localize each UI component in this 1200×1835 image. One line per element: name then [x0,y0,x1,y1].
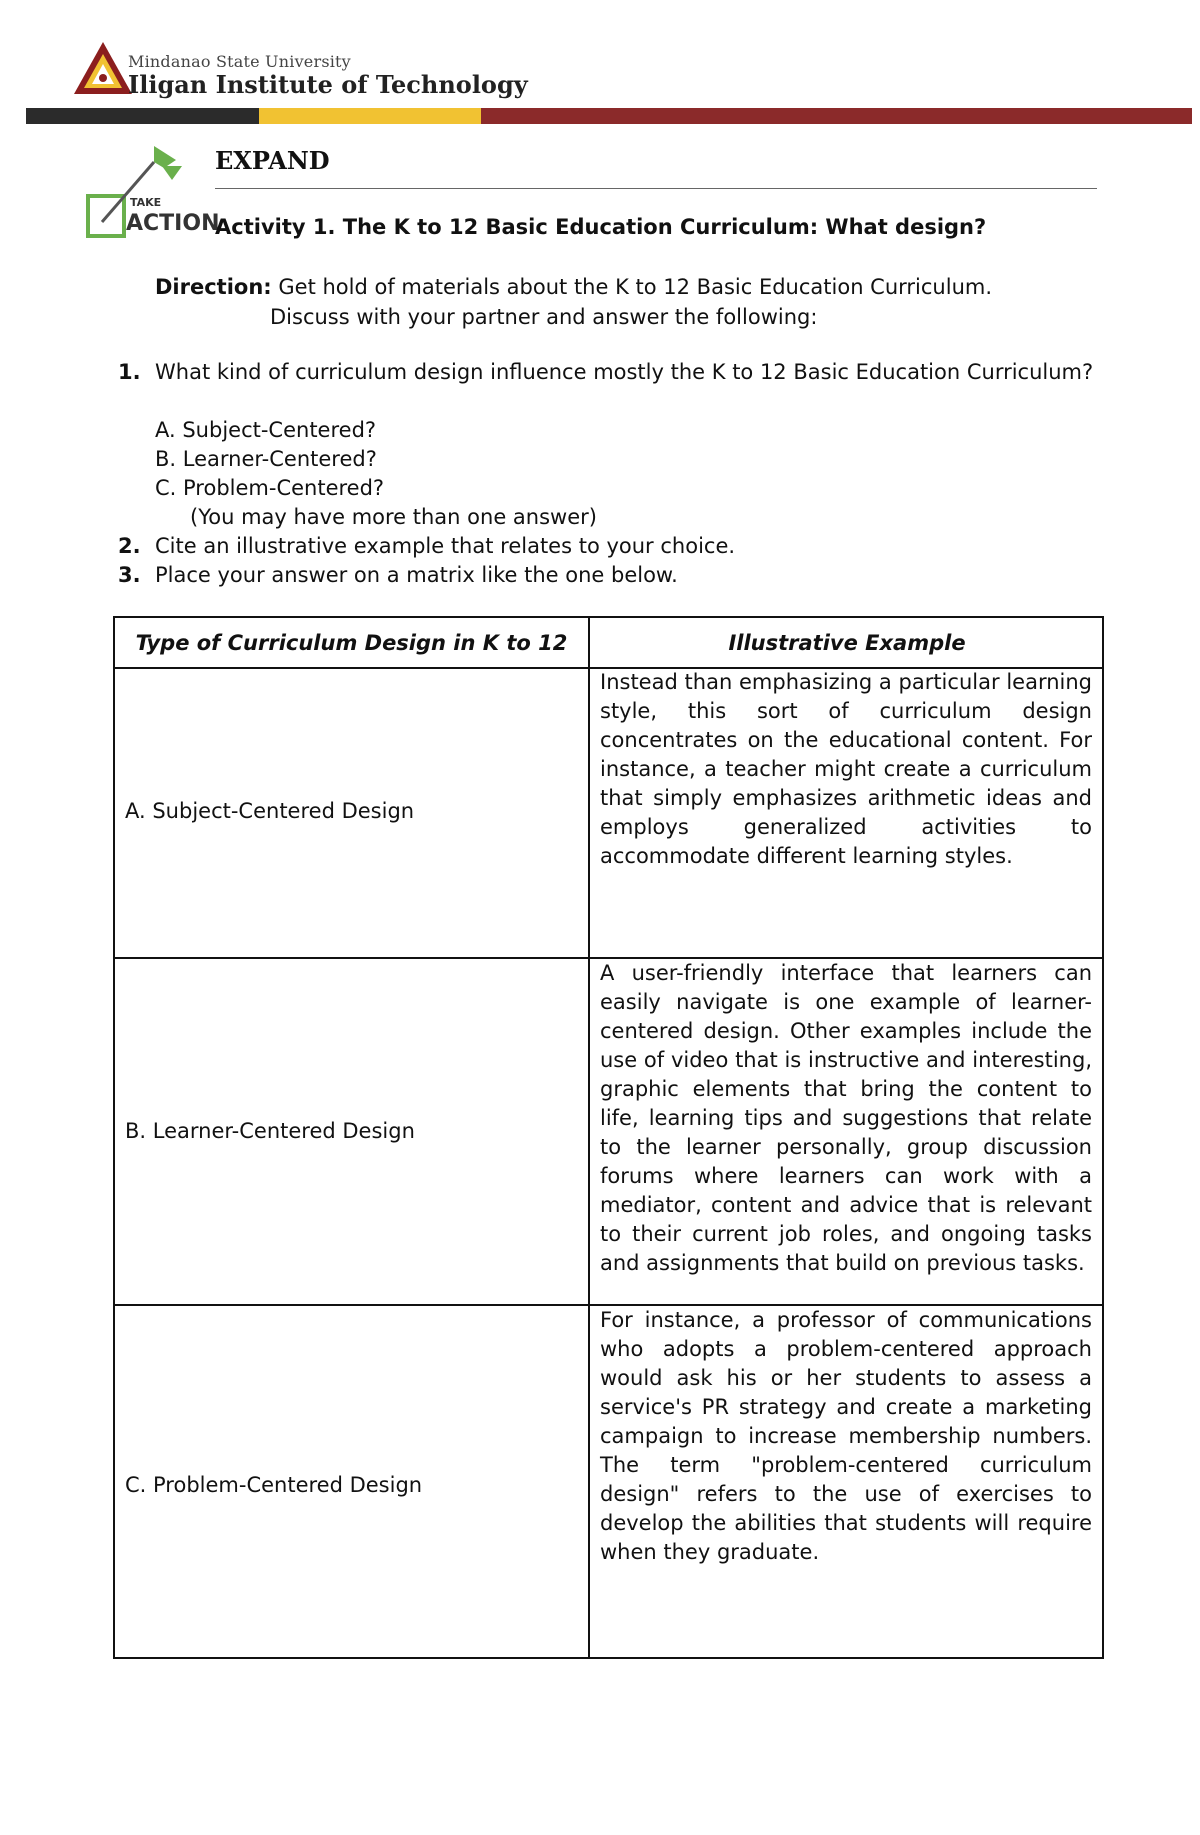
university-logo-icon [72,40,134,98]
direction-line [155,272,992,302]
stripe-dark [26,108,259,124]
direction-text-2: Discuss with your partner and answer the following: [270,305,818,329]
university-name: Mindanao State University [128,52,351,71]
activity-title: Activity 1. The K to 12 Basic Education Curriculum: What design? [215,215,987,239]
table-cell-type-a: A. Subject-Centered Design [125,799,415,823]
question-option-b: B. Learner-Centered? [155,447,377,471]
table-cell-type-c: C. Problem-Centered Design [125,1473,423,1497]
table-cell-example-b: A user-friendly interface that learners can easily navigate is one example of learner-centered design. Other examples include the use of video that is instructive and interesting, graphic elements that bring the content to life, learning tips and suggestions that relate to the learner personally, group discussion forums where learners can work with a mediator, content and advice that is relevant to their current job roles, and ongoing tasks and assignments that build on previous tasks. [600,961,1092,1275]
question-number-1: 1. [118,360,141,384]
table-column-divider [588,618,590,1657]
question-note: (You may have more than one answer) [190,505,597,529]
curriculum-matrix-table [113,616,1104,1659]
question-text-1: What kind of curriculum design influence mostly the K to 12 Basic Education Curriculum? [155,360,1094,384]
section-divider [215,188,1097,189]
section-title: EXPAND [215,146,330,175]
take-text: TAKE [130,196,162,209]
direction-label: Direction: [155,275,272,299]
action-text: ACTION [126,211,220,236]
take-action-dart-icon [84,140,220,248]
table-header-type: Type of Curriculum Design in K to 12 [135,630,568,655]
institute-name: Iligan Institute of Technology [128,70,528,99]
table-cell-example-a: Instead than emphasizing a particular learning style, this sort of curriculum design concentrates on the educational content. For instance, a teacher might create a curriculum that simply emphasizes arithmetic ideas and employs generalized activities to accommodate different learning styles. [600,670,1092,868]
table-header-example: Illustrative Example [728,630,966,655]
question-text-2: Cite an illustrative example that relates to your choice. [155,534,736,558]
question-number-2: 2. [118,534,141,558]
direction-text-1: Get hold of materials about the K to 12 Basic Education Curriculum. [278,275,993,299]
question-option-c: C. Problem-Centered? [155,476,385,500]
question-number-3: 3. [118,563,141,587]
stripe-yellow [259,108,481,124]
question-option-a: A. Subject-Centered? [155,418,377,442]
header-stripe [26,108,1192,124]
table-cell-type-b: B. Learner-Centered Design [125,1119,415,1143]
question-text-3: Place your answer on a matrix like the one below. [155,563,678,587]
table-cell-example-c: For instance, a professor of communications who adopts a problem-centered approach would ask his or her students to assess a service's PR strategy and create a marketing campaign to increase membership numbers. The term "problem-centered curriculum design" refers to the use of exercises to develop the abilities that students will require when they graduate. [600,1308,1092,1564]
stripe-maroon [481,108,1192,124]
